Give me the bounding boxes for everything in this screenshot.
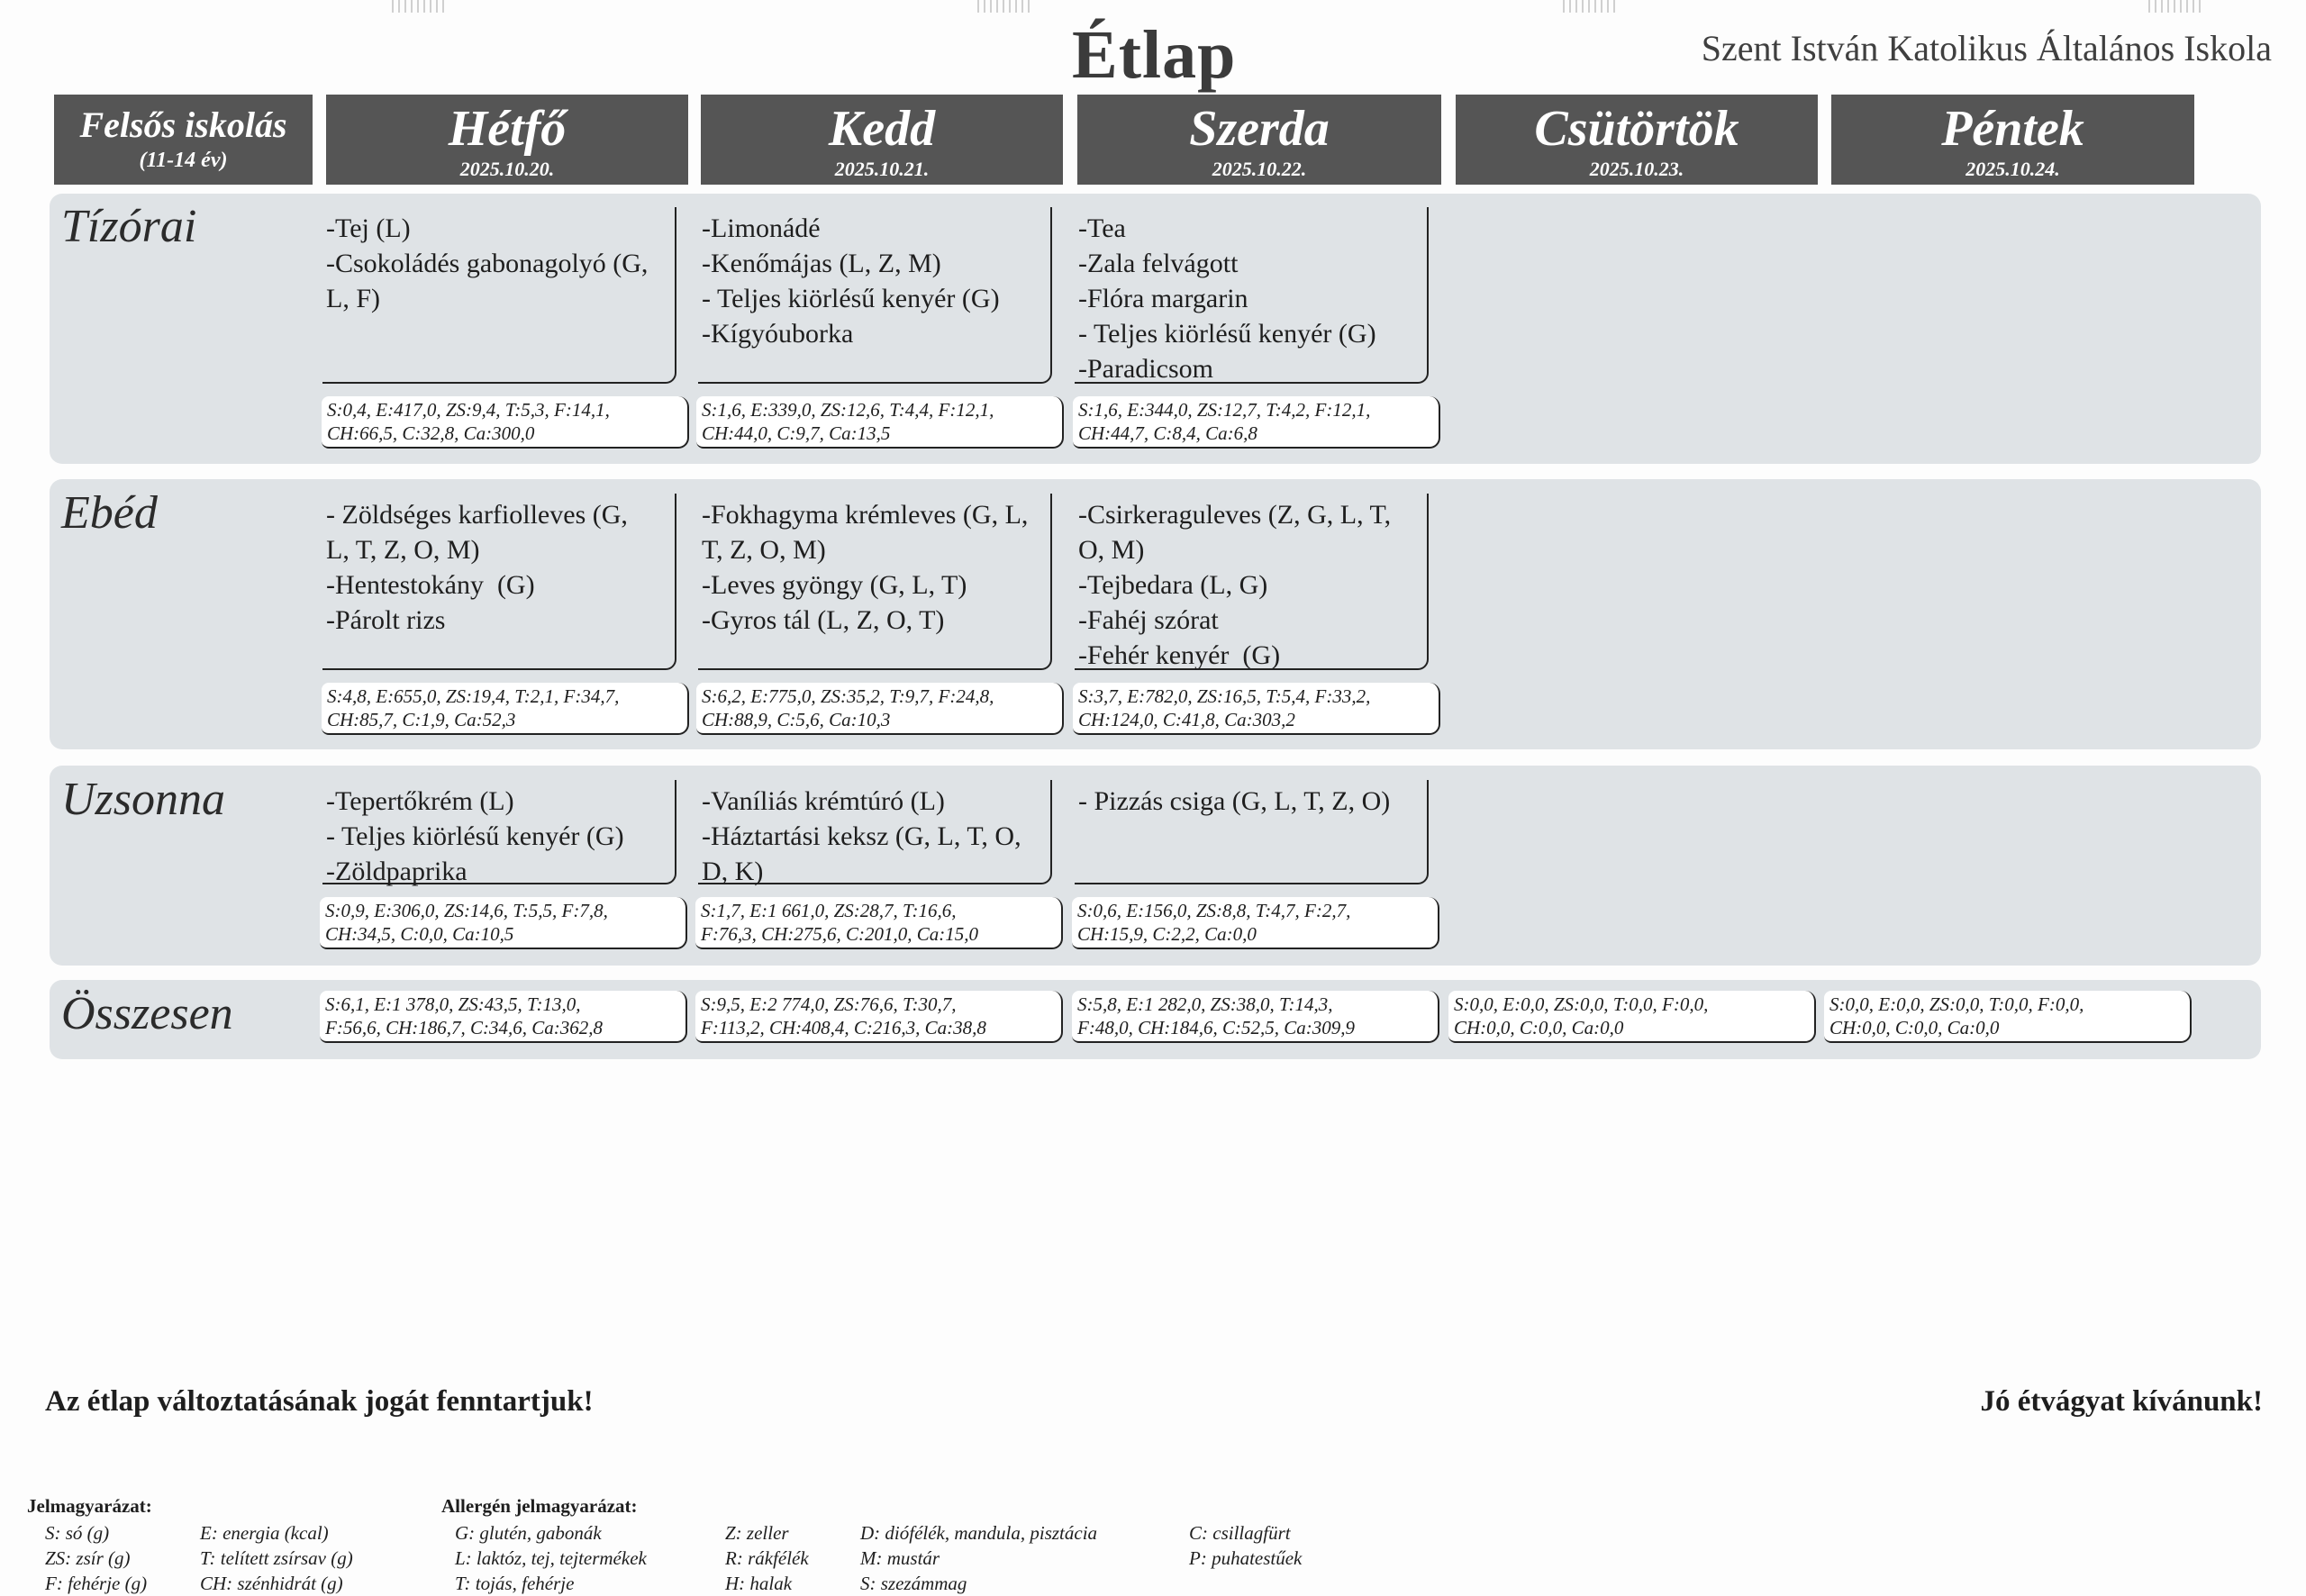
nutrition-cell: S:6,2, E:775,0, ZS:35,2, T:9,7, F:24,8, CH:88,9, C:5,6, Ca:10,3	[696, 683, 1064, 735]
meal-name: Ebéd	[61, 487, 158, 539]
nutrition-legend-col: S: só (g) ZS: zsír (g) F: fehérje (g)	[45, 1522, 148, 1594]
group-age: (11-14 év)	[139, 149, 228, 172]
allergen-legend-col: D: diófélék, mandula, pisztácia M: mustár S: szezámmag	[860, 1522, 1098, 1594]
nutrition-cell: S:0,6, E:156,0, ZS:8,8, T:4,7, F:2,7, CH:15,9, C:2,2, Ca:0,0	[1072, 897, 1439, 949]
nutrition-cell: S:4,8, E:655,0, ZS:19,4, T:2,1, F:34,7, CH:85,7, C:1,9, Ca:52,3	[322, 683, 689, 735]
school-name: Szent István Katolikus Általános Iskola	[1701, 28, 2272, 68]
page-title: Étlap	[1072, 17, 1237, 93]
food-cell: -Limonádé -Kenőmájas (L, Z, M) - Teljes kiörlésű kenyér (G) -Kígyóuborka	[698, 207, 1052, 384]
food-cell: -Tea -Zala felvágott -Flóra margarin - Teljes kiörlésű kenyér (G) -Paradicsom	[1075, 207, 1429, 384]
nutrition-cell: S:1,6, E:344,0, ZS:12,7, T:4,2, F:12,1, CH:44,7, C:8,4, Ca:6,8	[1073, 396, 1440, 449]
day-name: Hétfő	[448, 101, 567, 157]
food-cell: -Csirkeraguleves (Z, G, L, T, O, M) -Tejbedara (L, G) -Fahéj szórat -Fehér kenyér (G)	[1075, 494, 1429, 670]
change-notice: Az étlap változtatásának jogát fenntartjuk!	[45, 1385, 594, 1418]
day-date: 2025.10.21.	[834, 158, 930, 180]
nutrition-cell: S:1,6, E:339,0, ZS:12,6, T:4,4, F:12,1, CH:44,0, C:9,7, Ca:13,5	[696, 396, 1064, 449]
day-header-monday	[326, 95, 688, 185]
day-name: Csütörtök	[1534, 101, 1739, 157]
allergen-legend-col: C: csillagfürt P: puhatestűek	[1189, 1522, 1303, 1569]
food-cell: -Fokhagyma krémleves (G, L, T, Z, O, M) -Leves gyöngy (G, L, T) -Gyros tál (L, Z, O, T)	[698, 494, 1052, 670]
day-date: 2025.10.22.	[1212, 158, 1307, 180]
meal-name: Uzsonna	[61, 774, 226, 825]
allergen-legend-col: G: glutén, gabonák L: laktóz, tej, tejtermékek T: tojás, fehérje	[455, 1522, 647, 1594]
total-cell: S:0,0, E:0,0, ZS:0,0, T:0,0, F:0,0, CH:0,0, C:0,0, Ca:0,0	[1824, 991, 2192, 1043]
allergen-legend-col: Z: zeller R: rákfélék H: halak	[725, 1522, 809, 1594]
total-cell: S:0,0, E:0,0, ZS:0,0, T:0,0, F:0,0, CH:0,0, C:0,0, Ca:0,0	[1448, 991, 1816, 1043]
day-header-wednesday	[1077, 95, 1441, 185]
total-cell: S:9,5, E:2 774,0, ZS:76,6, T:30,7, F:113,2, CH:408,4, C:216,3, Ca:38,8	[695, 991, 1063, 1043]
group-name: Felsős iskolás	[79, 104, 287, 145]
food-cell: - Pizzás csiga (G, L, T, Z, O)	[1075, 780, 1429, 884]
food-cell: -Tej (L) -Csokoládés gabonagolyó (G, L, F)	[322, 207, 676, 384]
day-date: 2025.10.24.	[1966, 158, 2060, 180]
day-header-tuesday	[701, 95, 1063, 185]
day-name: Szerda	[1189, 101, 1330, 157]
total-cell: S:5,8, E:1 282,0, ZS:38,0, T:14,3, F:48,0, CH:184,6, C:52,5, Ca:309,9	[1072, 991, 1439, 1043]
day-header-thursday	[1456, 95, 1818, 185]
food-cell: -Tepertőkrém (L) - Teljes kiörlésű kenyér (G) -Zöldpaprika	[322, 780, 676, 884]
day-name: Péntek	[1941, 101, 2084, 157]
day-header-friday	[1831, 95, 2194, 185]
nutrition-cell: S:0,4, E:417,0, ZS:9,4, T:5,3, F:14,1, CH:66,5, C:32,8, Ca:300,0	[322, 396, 689, 449]
food-cell: - Zöldséges karfiolleves (G, L, T, Z, O, M) -Hentestokány (G) -Párolt rizs	[322, 494, 676, 670]
enjoy-message: Jó étvágyat kívánunk!	[1980, 1385, 2263, 1418]
nutrition-cell: S:0,9, E:306,0, ZS:14,6, T:5,5, F:7,8, CH:34,5, C:0,0, Ca:10,5	[320, 897, 687, 949]
total-cell: S:6,1, E:1 378,0, ZS:43,5, T:13,0, F:56,6, CH:186,7, C:34,6, Ca:362,8	[320, 991, 687, 1043]
nutrition-legend-title: Jelmagyarázat:	[27, 1495, 152, 1517]
allergen-legend-title: Allergén jelmagyarázat:	[441, 1495, 638, 1517]
group-header	[54, 95, 313, 185]
day-date: 2025.10.23.	[1589, 158, 1684, 180]
food-cell: -Vaníliás krémtúró (L) -Háztartási keksz (G, L, T, O, D, K)	[698, 780, 1052, 884]
nutrition-cell: S:3,7, E:782,0, ZS:16,5, T:5,4, F:33,2, CH:124,0, C:41,8, Ca:303,2	[1073, 683, 1440, 735]
meal-name: Tízórai	[61, 201, 197, 252]
nutrition-cell: S:1,7, E:1 661,0, ZS:28,7, T:16,6, F:76,3, CH:275,6, C:201,0, Ca:15,0	[695, 897, 1063, 949]
day-date: 2025.10.20.	[459, 158, 555, 180]
nutrition-legend-col: E: energia (kcal) T: telített zsírsav (g) CH: szénhidrát (g)	[200, 1522, 353, 1594]
day-name: Kedd	[828, 101, 936, 157]
total-label: Összesen	[61, 988, 233, 1039]
